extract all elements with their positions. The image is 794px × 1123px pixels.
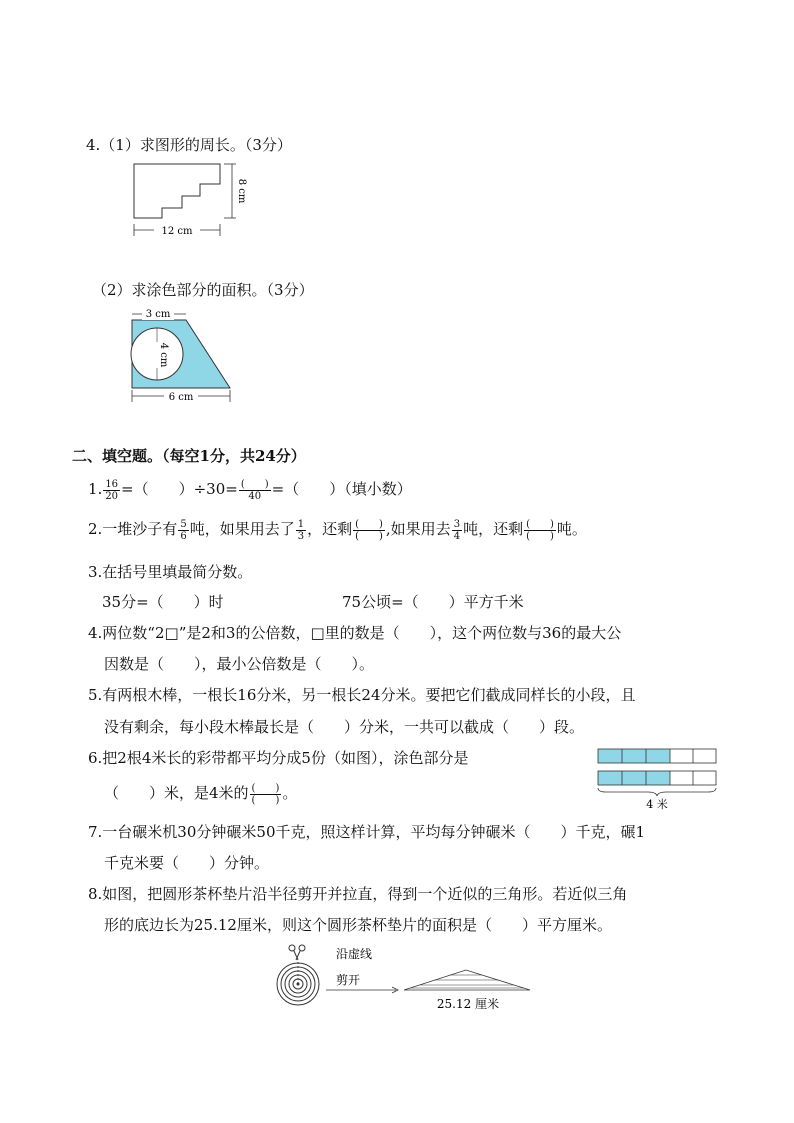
question-5-line-1: 5.有两根木棒，一根长16分米，另一根长24分米。要把它们截成同样长的小段，且 (88, 686, 636, 704)
question-4-line-1: 4.两位数“2□”是2和3的公倍数，□里的数是（ ），这个两位数与36的最大公 (88, 624, 622, 642)
coaster-figure (274, 940, 536, 1016)
base-length-label: 25.12 厘米 (436, 997, 500, 1011)
staircase-width-label: 12 cm (161, 226, 193, 237)
question-4-2: （2）求涂色部分的面积。（3分） (92, 281, 314, 299)
question-8-line-2: 形的底边长为25.12厘米，则这个圆形茶杯垫片的面积是（ ）平方厘米。 (104, 916, 612, 934)
triangle-shape (404, 970, 530, 990)
ribbon-figure (596, 746, 720, 812)
cut-label-top: 沿虚线 (336, 947, 373, 961)
shaded-trapezoid-figure (126, 306, 238, 406)
question-2: 2.一堆沙子有 $\frac{5}{6}$ 吨，如果用去了 $\frac{1}{3}$ ，还剩 $\frac{( )}{( )}$ ,如果用去 $\frac{3}{4}$ 吨，还剩 $\frac{( )}{( )}$ 吨。 (88, 518, 587, 542)
bottom-label: 6 cm (168, 392, 194, 403)
question-4-line-2: 因数是（ ），最小公倍数是（ ）。 (104, 655, 375, 673)
coaster-circles (277, 962, 319, 1005)
ribbon-1 (598, 749, 716, 763)
question-1: 1. $\frac{16}{20}$ =（ ）÷30= $\frac{( )}{40}$ =（ ）（填小数） (88, 478, 412, 502)
top-label: 3 cm (145, 309, 171, 320)
diameter-label: 4 cm (158, 342, 169, 368)
question-5-line-2: 没有剩余，每小段木棒最长是（ ）分米，一共可以截成（ ）段。 (104, 718, 585, 736)
section-heading: 二、填空题。（每空1分，共24分） (72, 447, 306, 465)
ribbon-length-label: 4 米 (646, 798, 668, 811)
question-4-1: 4.（1）求图形的周长。（3分） (86, 136, 292, 154)
scissors-icon (289, 945, 305, 960)
question-3: 3.在括号里填最简分数。 (88, 563, 253, 581)
question-3-a: 35分=（ ）时 (102, 593, 224, 611)
staircase-height-label: 8 cm (236, 178, 247, 204)
ribbon-2 (598, 771, 716, 785)
question-7-line-1: 7.一台碾米机30分钟碾米50千克，照这样计算，平均每分钟碾米（ ）千克，碾1 (88, 823, 646, 841)
question-6-line-2: （ ）米，是4米的 $\frac{( )}{( )}$ 。 (104, 782, 298, 806)
staircase-outline (128, 160, 248, 242)
question-8-line-1: 8.如图，把圆形茶杯垫片沿半径剪开并拉直，得到一个近似的三角形。若近似三角 (88, 885, 628, 903)
question-7-line-2: 千克米要（ ）分钟。 (104, 854, 270, 872)
question-3-b: 75公顷=（ ）平方千米 (342, 593, 524, 611)
cut-label-mid: 剪开 (336, 973, 361, 987)
question-6-line-1: 6.把2根4米长的彩带都平均分成5份（如图），涂色部分是 (88, 749, 469, 767)
